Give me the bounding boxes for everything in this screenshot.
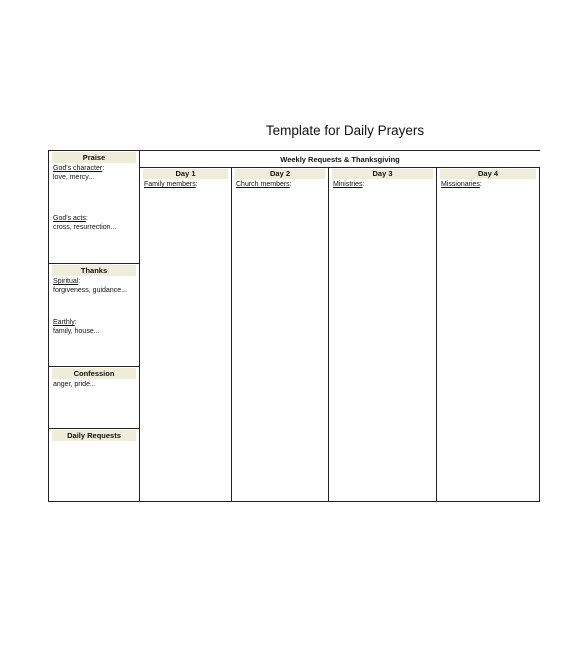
thanks-earthly-text: family, house... [53,328,100,335]
praise-character-suffix: : [102,165,105,172]
praise-character-text: love, mercy... [53,174,95,181]
praise-section [49,151,139,264]
praise-acts-label: God's acts [53,215,86,222]
praise-header: Praise [52,152,136,163]
page-title: Template for Daily Prayers [265,123,425,138]
confession-header: Confession [52,368,136,379]
day-1-header: Day 1 [143,169,228,179]
day-2-label-suffix: : [289,181,292,188]
thanks-item-spiritual [53,277,127,295]
day-column-3 [329,168,437,501]
daily-requests-section [49,429,139,501]
daily-requests-header: Daily Requests [52,430,136,441]
day-3-label [333,180,365,189]
praise-item-character [53,164,104,182]
thanks-item-earthly [53,318,100,336]
day-1-label [144,180,198,189]
day-4-label-suffix: : [479,181,482,188]
day-column-1 [140,168,232,501]
thanks-earthly-label: Earthly [53,319,75,326]
thanks-earthly-suffix: : [74,319,77,326]
praise-acts-suffix: : [85,215,88,222]
thanks-spiritual-suffix: : [78,278,81,285]
confession-text: anger, pride... [53,381,96,388]
day-4-label-text: Missionaries [441,181,480,188]
day-4-label [441,180,482,189]
left-column [48,150,140,502]
day-2-label-text: Church members [236,181,290,188]
day-3-label-suffix: : [362,181,365,188]
praise-item-acts [53,214,116,232]
thanks-spiritual-label: Spiritual [53,278,79,285]
day-2-header: Day 2 [235,169,325,179]
day-column-2 [232,168,329,501]
thanks-spiritual-text: forgiveness, guidance... [53,287,127,294]
thanks-section [49,264,139,367]
day-3-label-text: Ministries [333,181,363,188]
day-column-4 [437,168,539,501]
day-1-label-text: Family members [144,181,196,188]
confession-section [49,367,139,429]
day-4-header: Day 4 [440,169,536,179]
praise-character-label: God's character [53,165,103,172]
praise-acts-text: cross, resurrection... [53,224,117,231]
thanks-header: Thanks [52,265,136,276]
weekly-grid [139,167,540,502]
weekly-top-rule [140,150,540,151]
day-2-label [236,180,292,189]
day-3-header: Day 3 [332,169,433,179]
weekly-header: Weekly Requests & Thanksgiving [280,155,400,164]
day-1-label-suffix: : [195,181,198,188]
